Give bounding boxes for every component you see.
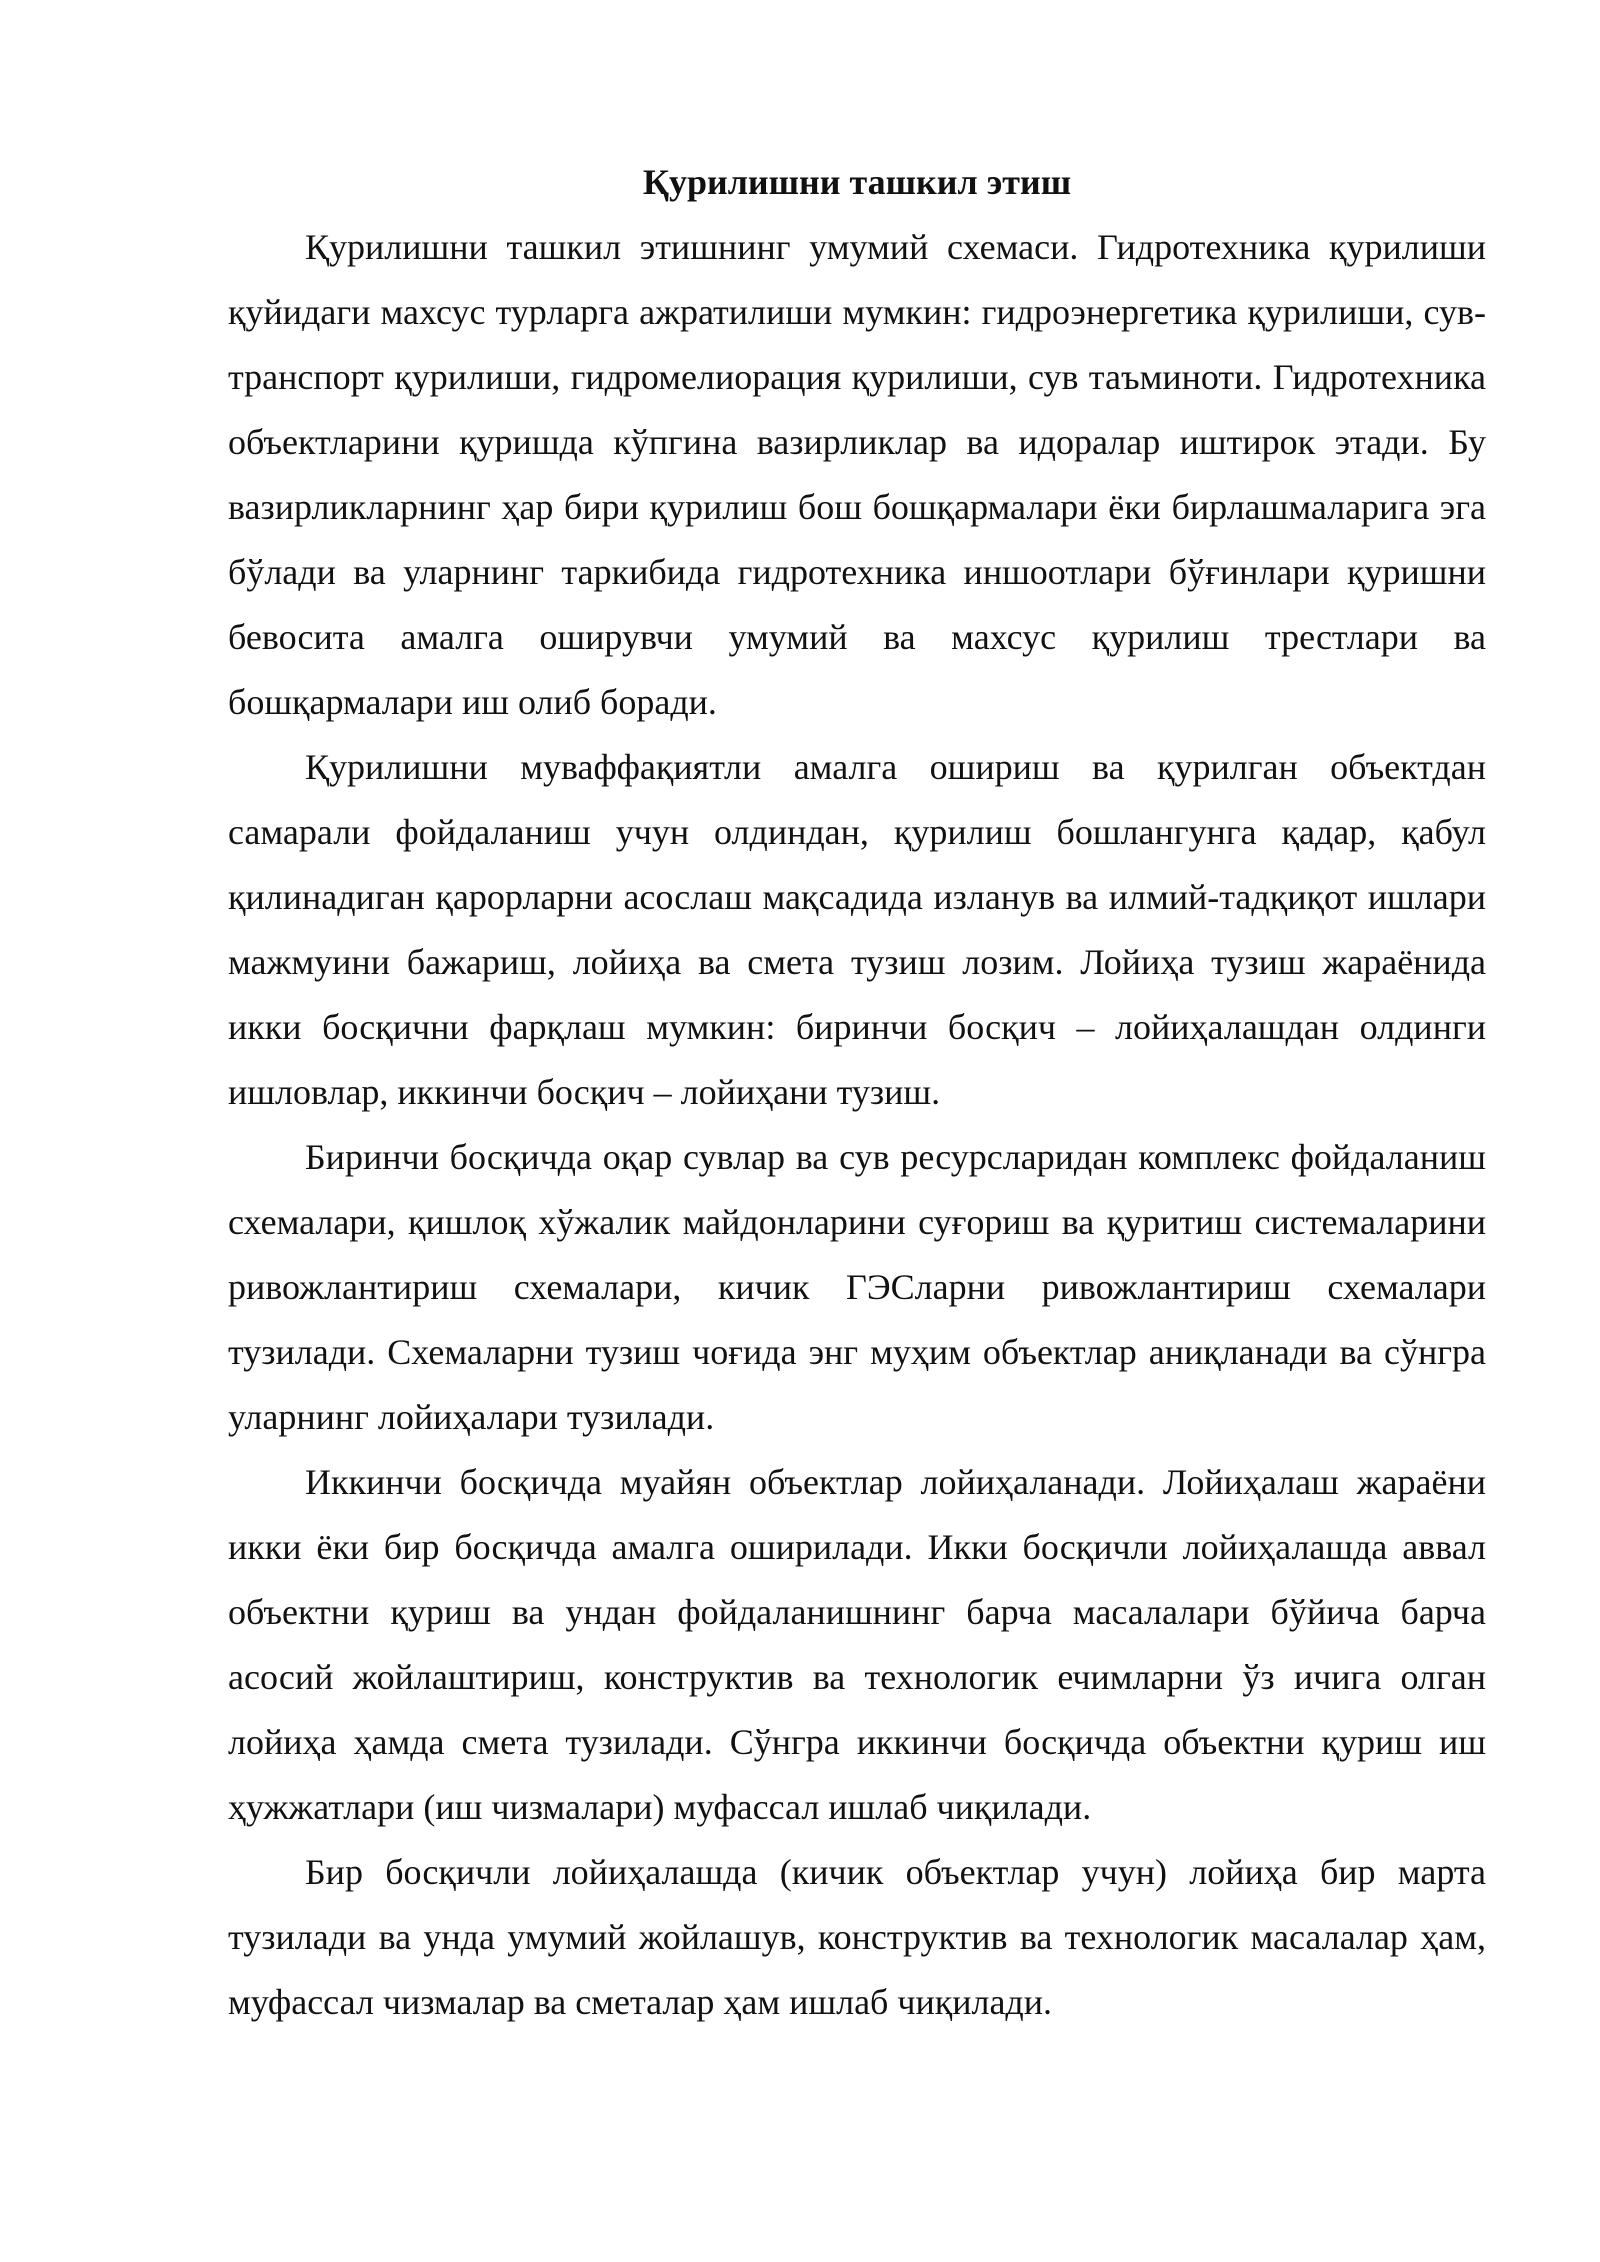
paragraph-5: Бир босқичли лойиҳалашда (кичик объектлар учун) лойиҳа бир марта тузилади ва унда умумий жойлашув, конструктив ва технологик масалалар ҳам, муфассал чизмалар ва сметалар ҳам ишлаб чиқилади. <box>228 1852 1486 2022</box>
document-body <box>228 150 1486 2035</box>
paragraph-2: Қурилишни муваффақиятли амалга ошириш ва қурилган объектдан самарали фойдаланиш учун олдиндан, қурилиш бошлангунга қадар, қабул қилинадиган қарорларни асослаш мақсадида изланув ва илмий-тадқиқот ишлари мажмуини бажариш, лойиҳа ва смета тузиш лозим. Лойиҳа тузиш жараёнида икки босқични фарқлаш мумкин: биринчи босқич – лойиҳалашдан олдинги ишловлар, иккинчи босқич – лойиҳани тузиш. <box>228 747 1486 1112</box>
document-title: Қурилишни ташкил этиш <box>642 162 1072 202</box>
paragraph-4: Иккинчи босқичда муайян объектлар лойиҳаланади. Лойиҳалаш жараёни икки ёки бир босқичда амалга оширилади. Икки босқичли лойиҳалашда аввал объектни қуриш ва ундан фойдаланишнинг барча масалалари бўйича барча асосий жойлаштириш, конструктив ва технологик ечимларни ўз ичига олган лойиҳа ҳамда смета тузилади. Сўнгра иккинчи босқичда объектни қуриш иш ҳужжатлари (иш чизмалари) муфассал ишлаб чиқилади. <box>228 1462 1486 1827</box>
paragraph-3: Биринчи босқичда оқар сувлар ва сув ресурсларидан комплекс фойдаланиш схемалари, қишлоқ хўжалик майдонларини суғориш ва қуритиш системаларини ривожлантириш схемалари, кичик ГЭСларни ривожлантириш схемалари тузилади. Схемаларни тузиш чоғида энг муҳим объектлар аниқланади ва сўнгра уларнинг лойиҳалари тузилади. <box>228 1137 1486 1437</box>
paragraph-1: Қурилишни ташкил этишнинг умумий схемаси. Гидротехника қурилиши қуйидаги махсус турларга ажратилиши мумкин: гидроэнергетика қурилиши, сув-транспорт қурилиши, гидромелиорация қурилиши, сув таъминоти. Гидротехника объектларини қуришда кўпгина вазирликлар ва идоралар иштирок этади. Бу вазирликларнинг ҳар бири қурилиш бош бошқармалари ёки бирлашмаларига эга бўлади ва уларнинг таркибида гидротехника иншоотлари бўғинлари қуришни бевосита амалга оширувчи умумий ва махсус қурилиш трестлари ва бошқармалари иш олиб боради. <box>228 227 1486 722</box>
